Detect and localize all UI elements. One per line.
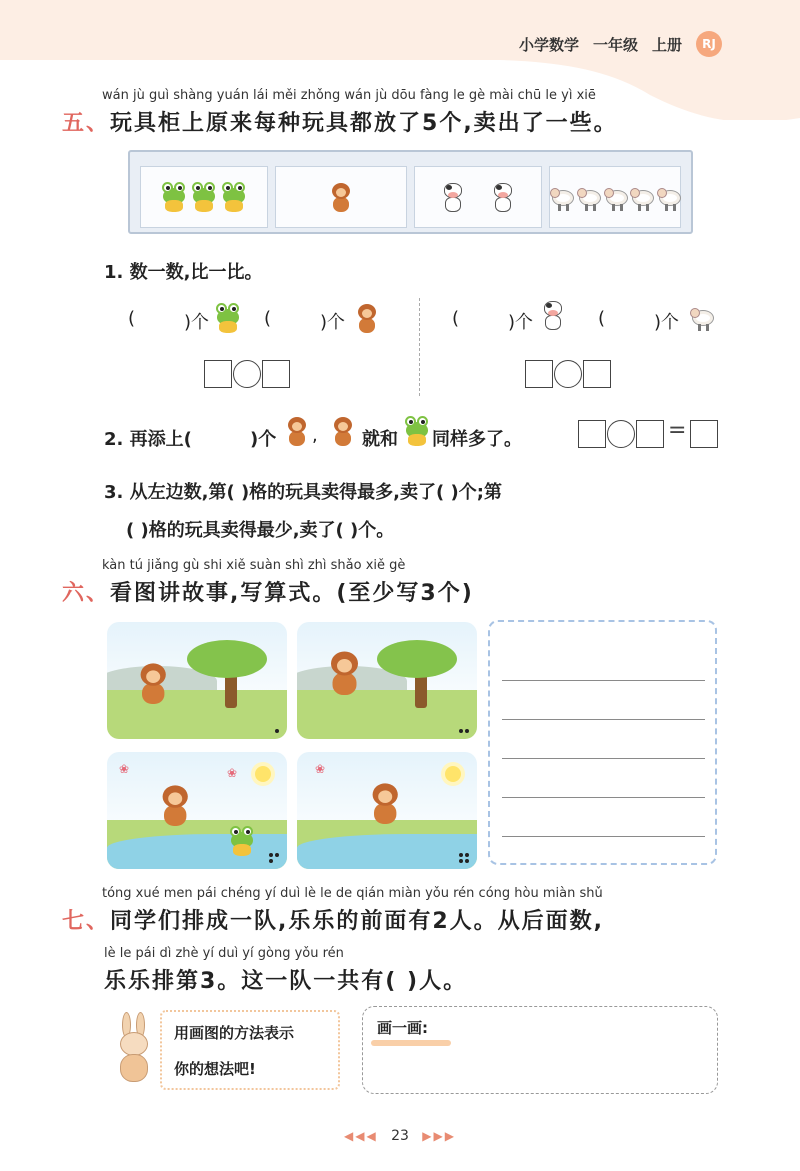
question-2-suffix: 就和 bbox=[362, 429, 398, 450]
dot-count-3 bbox=[269, 853, 279, 863]
answer-line[interactable] bbox=[502, 680, 705, 681]
comma-separator: , bbox=[312, 425, 318, 446]
monkey-icon bbox=[325, 650, 351, 684]
grade-label: 一年级 bbox=[592, 35, 638, 54]
section5-title-text: 玩具柜上原来每种玩具都放了5个,卖出了一些。 bbox=[110, 111, 618, 136]
butterfly-icon: ❀ bbox=[119, 762, 130, 776]
rabbit-mascot-icon bbox=[112, 1012, 156, 1086]
shelf-cell-1 bbox=[140, 166, 268, 228]
section6-title bbox=[62, 576, 474, 607]
answer-line[interactable] bbox=[502, 797, 705, 798]
monkey-icon bbox=[157, 784, 183, 818]
section5-number: 五、 bbox=[62, 111, 111, 136]
shelf-cell-2 bbox=[275, 166, 407, 228]
monkey-icon bbox=[367, 782, 393, 816]
story-answer-box[interactable] bbox=[488, 620, 717, 865]
toy-shelf bbox=[128, 150, 693, 234]
compare-circle[interactable] bbox=[233, 360, 261, 388]
section7-number: 七、 bbox=[62, 909, 111, 934]
dot-count-2 bbox=[459, 729, 469, 733]
answer-line[interactable] bbox=[502, 719, 705, 720]
story-picture-2 bbox=[297, 622, 477, 739]
paren-close-unit[interactable]: )个 bbox=[320, 312, 346, 333]
frog-icon bbox=[215, 303, 241, 333]
subject-label: 小学数学 bbox=[518, 35, 579, 54]
answer-line[interactable] bbox=[502, 758, 705, 759]
story-picture-4 bbox=[297, 752, 477, 869]
dot-count-4 bbox=[459, 853, 469, 863]
paren-open: ( bbox=[128, 308, 136, 329]
paren-close-unit[interactable]: )个 bbox=[508, 312, 534, 333]
section5-pinyin: wán jù guì shàng yuán lái měi zhǒng wán jù dōu fàng le gè mài chū le yì xiē bbox=[102, 88, 596, 103]
answer-box[interactable] bbox=[636, 420, 664, 448]
shelf-cell-3 bbox=[414, 166, 542, 228]
dot-count-1 bbox=[275, 729, 279, 733]
draw-label: 画一画: bbox=[377, 1019, 428, 1037]
question-2-unit[interactable]: )个 bbox=[250, 429, 277, 450]
question-3-line1[interactable]: 3. 从左边数,第( )格的玩具卖得最多,卖了( )个;第 bbox=[104, 482, 502, 503]
question-2-end: 同样多了。 bbox=[432, 429, 522, 450]
question-1: 1. 数一数,比一比。 bbox=[104, 262, 263, 283]
section7-pinyin-2: lè le pái dì zhè yí duì yí gòng yǒu rén bbox=[104, 946, 344, 961]
left-arrows-icon: ◀◀◀ bbox=[344, 1129, 378, 1143]
answer-line[interactable] bbox=[502, 836, 705, 837]
sheep-icon bbox=[657, 182, 680, 212]
paren-open: ( bbox=[598, 308, 606, 329]
answer-box[interactable] bbox=[583, 360, 611, 388]
question-2-prefix: 2. 再添上( bbox=[104, 429, 192, 450]
monkey-icon bbox=[284, 416, 310, 446]
page-footer bbox=[0, 1128, 800, 1144]
butterfly-icon: ❀ bbox=[227, 766, 238, 780]
section6-number: 六、 bbox=[62, 581, 111, 606]
butterfly-icon: ❀ bbox=[315, 762, 326, 776]
paren-open: ( bbox=[452, 308, 460, 329]
answer-box[interactable] bbox=[204, 360, 232, 388]
sheep-icon bbox=[630, 182, 653, 212]
page-number: 23 bbox=[391, 1128, 409, 1144]
section6-pinyin: kàn tú jiǎng gù shi xiě suàn shì zhì shǎo xiě gè bbox=[102, 558, 406, 573]
story-picture-1 bbox=[107, 622, 287, 739]
paren-close-unit[interactable]: )个 bbox=[184, 312, 210, 333]
monkey-icon bbox=[354, 303, 380, 333]
question-3-line2[interactable]: ( )格的玩具卖得最少,卖了( )个。 bbox=[126, 520, 395, 541]
volume-label: 上册 bbox=[651, 35, 682, 54]
hint-line-1: 用画图的方法表示 bbox=[174, 1024, 295, 1042]
section6-title-text: 看图讲故事,写算式。(至少写3个) bbox=[110, 581, 474, 606]
answer-box[interactable] bbox=[578, 420, 606, 448]
drawing-area[interactable] bbox=[362, 1006, 718, 1094]
hint-box bbox=[160, 1010, 340, 1090]
sheep-icon bbox=[604, 182, 627, 212]
sheep-icon bbox=[577, 182, 600, 212]
paren-open: ( bbox=[264, 308, 272, 329]
dashed-divider bbox=[419, 298, 420, 396]
story-picture-3 bbox=[107, 752, 287, 869]
section5-title bbox=[62, 106, 618, 137]
section7-title-line2[interactable]: 乐乐排第3。这一队一共有( )人。 bbox=[104, 969, 468, 994]
frog-icon bbox=[161, 182, 187, 212]
compare-circle[interactable] bbox=[554, 360, 582, 388]
monkey-icon bbox=[328, 182, 354, 212]
paren-close-unit[interactable]: )个 bbox=[654, 312, 680, 333]
section7-title-line1 bbox=[62, 904, 604, 935]
hint-line-2: 你的想法吧! bbox=[174, 1060, 256, 1078]
frog-icon bbox=[404, 416, 430, 446]
compare-circle[interactable] bbox=[607, 420, 635, 448]
frog-icon bbox=[229, 826, 255, 860]
section7-pinyin-1: tóng xué men pái chéng yí duì lè le de qián miàn yǒu rén cóng hòu miàn shǔ bbox=[102, 886, 603, 901]
monkey-icon bbox=[330, 416, 356, 446]
frog-icon bbox=[221, 182, 247, 212]
cow-icon bbox=[490, 182, 516, 212]
section7-title-text: 同学们排成一队,乐乐的前面有2人。从后面数, bbox=[110, 909, 605, 934]
page-header bbox=[519, 31, 722, 57]
sheep-icon bbox=[690, 302, 716, 332]
answer-box[interactable] bbox=[525, 360, 553, 388]
cow-icon bbox=[540, 300, 566, 330]
answer-box[interactable] bbox=[690, 420, 718, 448]
label-highlight bbox=[371, 1040, 451, 1046]
monkey-icon bbox=[135, 662, 159, 712]
sheep-icon bbox=[550, 182, 573, 212]
answer-box[interactable] bbox=[262, 360, 290, 388]
cow-icon bbox=[440, 182, 466, 212]
equals-sign: = bbox=[668, 418, 687, 443]
right-arrows-icon: ▶▶▶ bbox=[422, 1129, 456, 1143]
edition-badge: RJ bbox=[696, 31, 722, 57]
shelf-cell-4 bbox=[549, 166, 681, 228]
frog-icon bbox=[191, 182, 217, 212]
